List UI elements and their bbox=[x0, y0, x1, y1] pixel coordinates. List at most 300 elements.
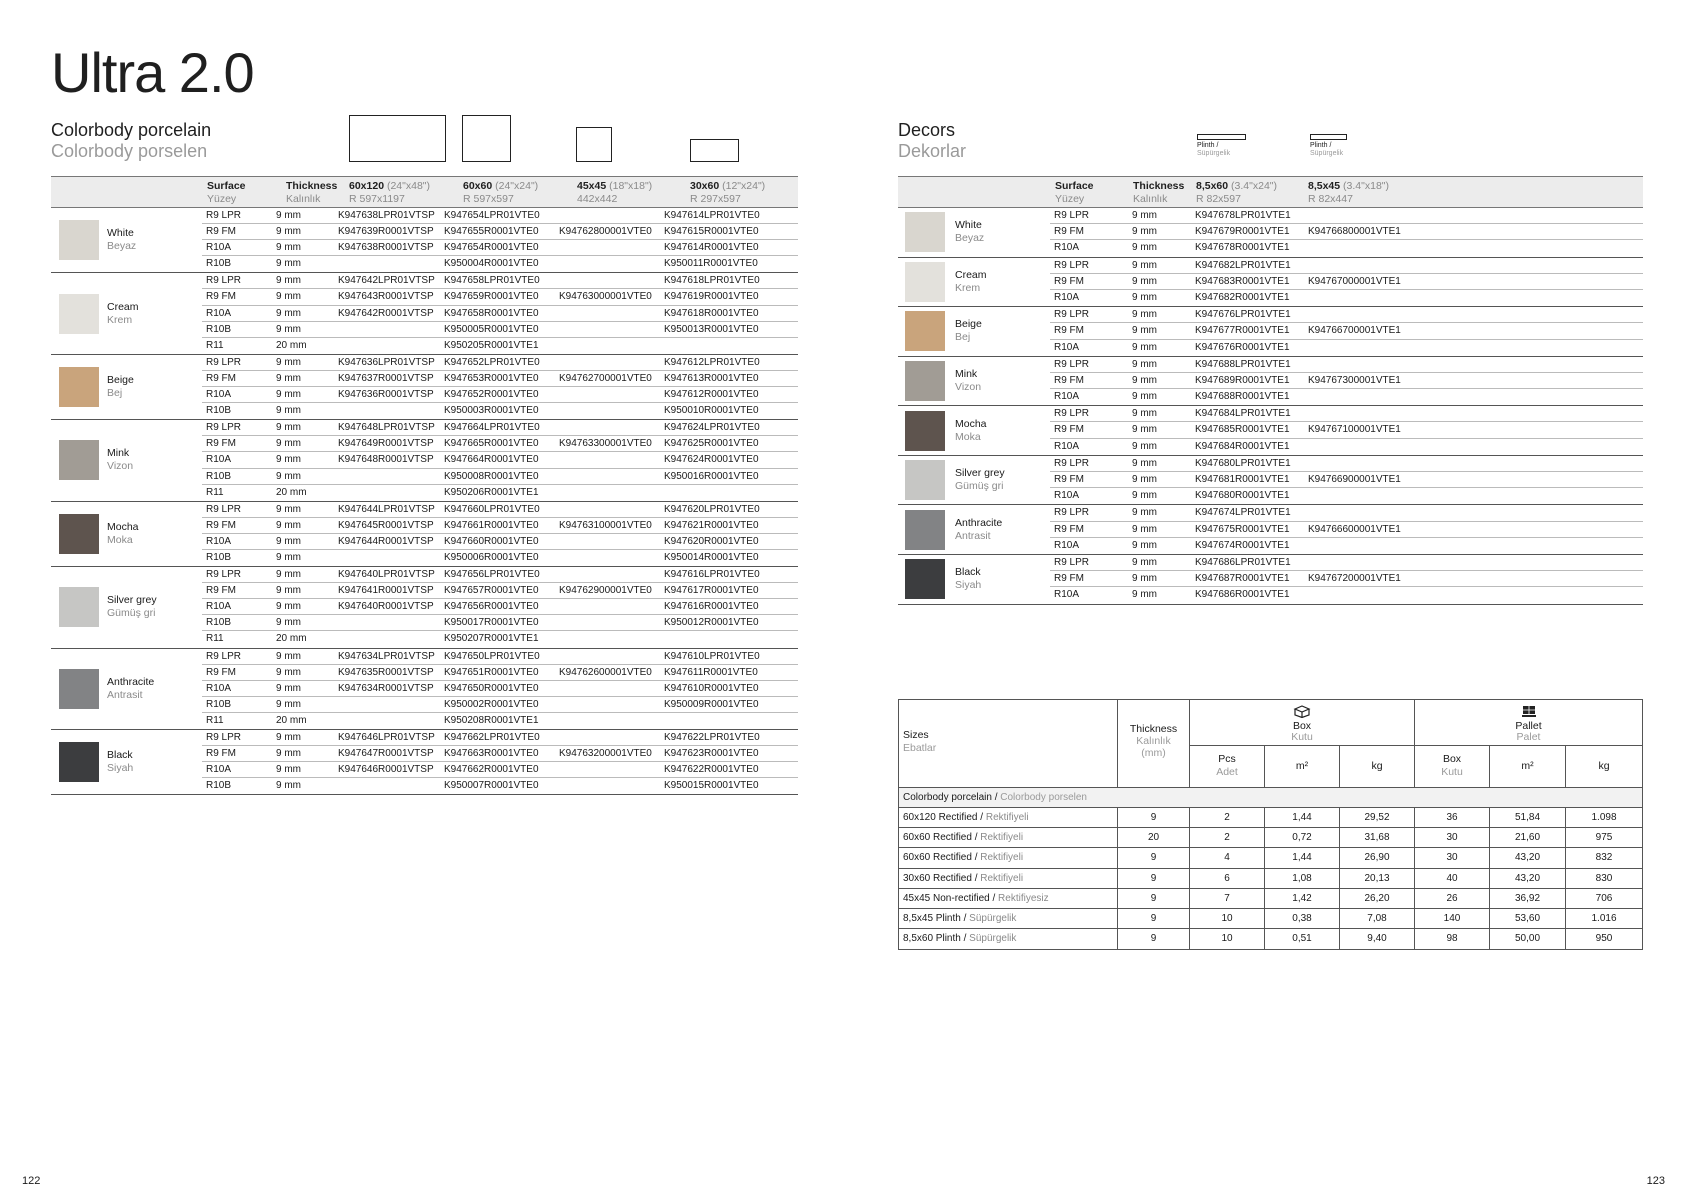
table-cell: K947682R0001VTE1 bbox=[1195, 291, 1290, 303]
table-cell: 20 mm bbox=[276, 486, 307, 498]
table-row bbox=[202, 778, 798, 794]
table-cell: K950017R0001VTE0 bbox=[444, 617, 539, 629]
decor-color-group bbox=[898, 406, 1643, 456]
color-cell bbox=[51, 730, 202, 794]
table-cell: K947652LPR01VTE0 bbox=[444, 356, 540, 368]
table-cell bbox=[555, 599, 660, 614]
table-cell: K947686LPR01VTE1 bbox=[1195, 556, 1291, 568]
table-row bbox=[202, 550, 798, 566]
table-cell: 9 mm bbox=[276, 470, 301, 482]
table-cell: K947678R0001VTE1 bbox=[1195, 242, 1290, 254]
table-cell bbox=[334, 550, 440, 566]
table-cell bbox=[1304, 290, 1504, 306]
color-name: Mocha Moka bbox=[107, 520, 139, 546]
decor-color-group bbox=[898, 258, 1643, 308]
table-cell bbox=[1304, 389, 1504, 405]
table-cell bbox=[555, 550, 660, 566]
table-cell: K947656R0001VTE0 bbox=[444, 601, 539, 613]
table-cell: K94766900001VTE1 bbox=[1308, 474, 1401, 485]
table-row bbox=[1050, 488, 1643, 504]
box-kg-header: kg bbox=[1340, 746, 1415, 787]
color-cell bbox=[898, 258, 1050, 307]
table-cell: R9 LPR bbox=[206, 356, 242, 368]
table-cell: K950015R0001VTE0 bbox=[664, 780, 759, 792]
color-group bbox=[51, 420, 798, 501]
table-row bbox=[202, 436, 798, 452]
table-cell: 9 mm bbox=[1132, 573, 1157, 585]
rows bbox=[1050, 208, 1643, 257]
table-cell bbox=[334, 338, 440, 354]
table-cell: K947687R0001VTE1 bbox=[1195, 573, 1290, 585]
right-section-heading bbox=[898, 120, 966, 162]
table-row bbox=[202, 273, 798, 289]
table-row bbox=[202, 306, 798, 322]
value-cell: 1.016 bbox=[1591, 912, 1617, 924]
table-cell: K947612R0001VTE0 bbox=[664, 389, 759, 401]
table-row bbox=[202, 224, 798, 240]
table-cell bbox=[555, 469, 660, 484]
table-row bbox=[1050, 357, 1643, 373]
table-row bbox=[202, 730, 798, 746]
pcs-header: Pcs Adet bbox=[1190, 746, 1265, 787]
value-cell: 36,92 bbox=[1490, 889, 1566, 908]
value-cell: 21,60 bbox=[1490, 828, 1566, 847]
rows bbox=[1050, 258, 1643, 307]
rows bbox=[202, 273, 798, 353]
table-cell: K950006R0001VTE0 bbox=[444, 551, 539, 563]
table-cell: 9 mm bbox=[1132, 474, 1157, 485]
table-cell: K947654R0001VTE0 bbox=[444, 242, 539, 254]
colorbody-table bbox=[51, 176, 798, 795]
table-cell: K947637R0001VTSP bbox=[338, 372, 434, 384]
table-row bbox=[202, 615, 798, 631]
table-cell: K947660LPR01VTE0 bbox=[444, 503, 540, 515]
table-cell: K947686R0001VTE1 bbox=[1195, 589, 1290, 601]
table-cell: R9 LPR bbox=[206, 210, 242, 221]
rows bbox=[1050, 505, 1643, 554]
table-cell: 9 mm bbox=[276, 601, 301, 613]
value-cell: 950 bbox=[1595, 933, 1613, 945]
color-swatch bbox=[59, 367, 99, 407]
rows bbox=[1050, 456, 1643, 505]
table-cell: 9 mm bbox=[276, 323, 301, 335]
table-cell: R10B bbox=[206, 617, 232, 629]
table-cell: R10A bbox=[206, 535, 232, 547]
packaging-row bbox=[899, 889, 1642, 909]
table-cell: K950010R0001VTE0 bbox=[664, 405, 759, 417]
table-cell: K947680R0001VTE1 bbox=[1195, 490, 1290, 502]
rows bbox=[202, 355, 798, 419]
value-cell: 10 bbox=[1190, 909, 1265, 928]
table-cell: K947677R0001VTE1 bbox=[1195, 325, 1290, 337]
table-row bbox=[202, 403, 798, 419]
table-cell bbox=[555, 403, 660, 419]
table-row bbox=[1050, 274, 1643, 290]
table-cell: K947678LPR01VTE1 bbox=[1195, 210, 1291, 221]
table-cell: R9 LPR bbox=[1054, 556, 1090, 568]
table-cell: K947680LPR01VTE1 bbox=[1195, 457, 1291, 469]
table-cell: K950009R0001VTE0 bbox=[664, 698, 759, 710]
table-row bbox=[1050, 290, 1643, 306]
table-cell: K950013R0001VTE0 bbox=[664, 323, 759, 335]
thickness-header: Thickness Kalınlık (mm) bbox=[1118, 700, 1190, 787]
table-cell bbox=[334, 322, 440, 337]
value-cell: 0,38 bbox=[1265, 909, 1340, 928]
table-cell: K947664LPR01VTE0 bbox=[444, 422, 540, 434]
value-cell: 9 bbox=[1118, 909, 1190, 928]
table-cell: 9 mm bbox=[276, 389, 301, 401]
table-cell: K947685R0001VTE1 bbox=[1195, 424, 1290, 436]
table-row bbox=[202, 387, 798, 403]
table-cell: K947675R0001VTE1 bbox=[1195, 523, 1290, 535]
table-cell: K94763000001VTE0 bbox=[559, 291, 652, 303]
table-cell: R10A bbox=[1054, 291, 1080, 303]
table-cell: 9 mm bbox=[276, 535, 301, 547]
table-row bbox=[1050, 522, 1643, 538]
table-cell bbox=[334, 615, 440, 630]
table-row bbox=[1050, 555, 1643, 571]
table-cell: 20 mm bbox=[276, 339, 307, 351]
packaging-table bbox=[898, 699, 1643, 950]
table-cell: K947624LPR01VTE0 bbox=[664, 422, 760, 434]
size-cell: 60x120 Rectified / Rektifiyeli bbox=[899, 808, 1118, 827]
table-cell: K950206R0001VTE1 bbox=[444, 486, 539, 498]
table-cell: R9 FM bbox=[206, 585, 236, 597]
table-cell: K947634LPR01VTSP bbox=[338, 650, 435, 662]
table-cell: R9 FM bbox=[1054, 226, 1084, 238]
sizes-header: Sizes Ebatlar bbox=[899, 700, 1118, 787]
table-cell bbox=[555, 681, 660, 696]
rows bbox=[1050, 307, 1643, 356]
rows bbox=[1050, 357, 1643, 406]
table-cell: R10B bbox=[206, 470, 232, 482]
table-cell: K94763200001VTE0 bbox=[559, 748, 652, 760]
decors-table bbox=[898, 176, 1643, 605]
table-row bbox=[1050, 240, 1643, 256]
color-group bbox=[51, 273, 798, 354]
pallet-header: Pallet Palet bbox=[1415, 700, 1642, 746]
value-cell: 7 bbox=[1190, 889, 1265, 908]
table-cell: K947611R0001VTE0 bbox=[664, 666, 758, 678]
table-row bbox=[202, 713, 798, 729]
value-cell: 706 bbox=[1595, 892, 1613, 904]
value-cell: 53,60 bbox=[1490, 909, 1566, 928]
table-cell: K950004R0001VTE0 bbox=[444, 258, 539, 270]
table-cell: K947644LPR01VTSP bbox=[338, 503, 435, 515]
table-cell: R10A bbox=[206, 601, 232, 613]
table-cell: R10A bbox=[1054, 341, 1080, 353]
table-cell: K94763100001VTE0 bbox=[559, 519, 652, 531]
color-cell bbox=[898, 505, 1050, 554]
table-row bbox=[1050, 307, 1643, 323]
page-number-left: 122 bbox=[22, 1175, 41, 1187]
table-cell bbox=[660, 713, 764, 729]
color-cell bbox=[51, 208, 202, 272]
table-cell: R9 FM bbox=[206, 291, 236, 303]
table-cell: R9 LPR bbox=[1054, 408, 1090, 420]
value-cell: 36 bbox=[1415, 808, 1490, 827]
plinth-60-indicator bbox=[1197, 134, 1246, 158]
table-cell bbox=[334, 778, 440, 794]
table-cell bbox=[1304, 208, 1504, 223]
value-cell: 29,52 bbox=[1340, 808, 1415, 827]
table-cell: K94767300001VTE1 bbox=[1308, 374, 1401, 386]
size-cell: 30x60 Rectified / Rektifiyeli bbox=[899, 869, 1118, 888]
rows bbox=[202, 208, 798, 272]
color-swatch bbox=[59, 220, 99, 260]
table-cell: R9 LPR bbox=[206, 650, 242, 662]
color-swatch bbox=[59, 294, 99, 334]
table-cell: K947646R0001VTSP bbox=[338, 764, 434, 776]
tile-60x60-shape-icon bbox=[462, 115, 511, 162]
color-cell bbox=[51, 502, 202, 566]
table-cell: R9 LPR bbox=[1054, 457, 1090, 469]
table-cell: K947617R0001VTE0 bbox=[664, 585, 759, 597]
value-cell: 26 bbox=[1415, 889, 1490, 908]
value-cell: 2 bbox=[1190, 828, 1265, 847]
table-cell bbox=[555, 730, 660, 745]
color-swatch bbox=[59, 514, 99, 554]
table-cell: 9 mm bbox=[1132, 374, 1157, 386]
table-cell: K947640LPR01VTSP bbox=[338, 569, 435, 581]
table-cell: K94766700001VTE1 bbox=[1308, 325, 1401, 337]
table-cell: R10A bbox=[1054, 589, 1080, 601]
value-cell: 2 bbox=[1190, 808, 1265, 827]
color-group bbox=[51, 502, 798, 567]
table-cell: 9 mm bbox=[1132, 539, 1157, 551]
color-name: White Beyaz bbox=[107, 227, 137, 253]
table-cell bbox=[334, 485, 440, 501]
value-cell: 830 bbox=[1595, 872, 1613, 884]
table-cell: 9 mm bbox=[1132, 424, 1157, 436]
table-row bbox=[1050, 456, 1643, 472]
table-row bbox=[202, 256, 798, 272]
table-row bbox=[1050, 538, 1643, 554]
table-cell bbox=[1304, 456, 1504, 471]
packaging-row bbox=[899, 828, 1642, 848]
table-cell: 9 mm bbox=[276, 275, 301, 287]
table-cell: R9 LPR bbox=[1054, 507, 1090, 519]
value-cell: 43,20 bbox=[1490, 848, 1566, 867]
table-cell bbox=[660, 338, 764, 354]
plinth-45-label-tr: Süpürgelik bbox=[1310, 150, 1344, 157]
size-cell: 45x45 Non-rectified / Rektifiyesiz bbox=[899, 889, 1118, 908]
page-title: Ultra 2.0 bbox=[51, 41, 254, 104]
rows bbox=[202, 502, 798, 566]
table-cell bbox=[660, 485, 764, 501]
table-cell: K947645R0001VTSP bbox=[338, 519, 434, 531]
table-cell: K947652R0001VTE0 bbox=[444, 389, 539, 401]
rows bbox=[202, 649, 798, 729]
value-cell: 26,20 bbox=[1340, 889, 1415, 908]
table-cell: R10A bbox=[1054, 539, 1080, 551]
table-cell bbox=[1304, 488, 1504, 504]
color-swatch bbox=[59, 440, 99, 480]
table-cell: 9 mm bbox=[1132, 242, 1157, 254]
table-row bbox=[1050, 208, 1643, 224]
table-row bbox=[202, 485, 798, 501]
table-cell: R10B bbox=[206, 258, 232, 270]
table-row bbox=[1050, 258, 1643, 274]
table-cell: 9 mm bbox=[1132, 440, 1157, 452]
color-cell bbox=[898, 307, 1050, 356]
table-row bbox=[1050, 323, 1643, 339]
table-cell: K947636R0001VTSP bbox=[338, 389, 434, 401]
box-m2-header: m² bbox=[1265, 746, 1340, 787]
packaging-table-header bbox=[899, 700, 1642, 788]
color-swatch bbox=[905, 262, 945, 302]
table-row bbox=[202, 567, 798, 583]
table-cell bbox=[555, 631, 660, 647]
table-cell: R9 LPR bbox=[206, 422, 242, 434]
table-cell bbox=[555, 502, 660, 517]
table-row bbox=[202, 583, 798, 599]
value-cell: 31,68 bbox=[1340, 828, 1415, 847]
color-swatch bbox=[905, 559, 945, 599]
table-cell: K947683R0001VTE1 bbox=[1195, 275, 1290, 287]
value-cell: 1,44 bbox=[1265, 808, 1340, 827]
value-cell: 51,84 bbox=[1490, 808, 1566, 827]
color-name: Cream Krem bbox=[107, 300, 139, 326]
table-cell: K950011R0001VTE0 bbox=[664, 258, 758, 270]
decors-table-header: Surface Yüzey Thickness Kalınlık 8,5x60 (3.4"x24") R 82x597 8,5x45 (3.4"x18") R 82x447 bbox=[898, 176, 1643, 208]
color-group bbox=[51, 649, 798, 730]
colorbody-table-body bbox=[51, 208, 798, 795]
table-row bbox=[1050, 422, 1643, 438]
plinth-60-shape-icon bbox=[1197, 134, 1246, 140]
table-cell: K947656LPR01VTE0 bbox=[444, 569, 540, 581]
table-cell: K947640R0001VTSP bbox=[338, 601, 434, 613]
table-cell: R10A bbox=[206, 307, 232, 319]
table-row bbox=[202, 289, 798, 305]
table-cell: K950014R0001VTE0 bbox=[664, 551, 759, 563]
decor-color-group bbox=[898, 456, 1643, 506]
value-cell: 9 bbox=[1118, 929, 1190, 949]
table-cell bbox=[1304, 439, 1504, 455]
table-cell: R9 FM bbox=[206, 666, 236, 678]
table-cell: R9 FM bbox=[1054, 374, 1084, 386]
packaging-section-row: Colorbody porcelain / Colorbody porselen bbox=[899, 788, 1642, 808]
table-cell bbox=[555, 355, 660, 370]
table-cell: R10A bbox=[206, 454, 232, 466]
table-cell: K947662R0001VTE0 bbox=[444, 764, 539, 776]
table-cell: 9 mm bbox=[276, 258, 301, 270]
table-cell: K947688LPR01VTE1 bbox=[1195, 358, 1291, 370]
table-row bbox=[1050, 389, 1643, 405]
value-cell: 50,00 bbox=[1490, 929, 1566, 949]
table-cell: K947643R0001VTSP bbox=[338, 291, 434, 303]
packaging-row bbox=[899, 869, 1642, 889]
table-cell: K947658LPR01VTE0 bbox=[444, 275, 540, 287]
table-row bbox=[202, 681, 798, 697]
table-cell bbox=[1304, 340, 1504, 356]
size-cell: 60x60 Rectified / Rektifiyeli bbox=[899, 828, 1118, 847]
plinth-60-label: Plinth / bbox=[1197, 142, 1219, 149]
table-cell bbox=[555, 338, 660, 354]
table-cell: K947614R0001VTE0 bbox=[664, 242, 759, 254]
table-cell: R9 LPR bbox=[1054, 210, 1090, 221]
decors-subtitle: Dekorlar bbox=[898, 141, 967, 161]
size-cell: 8,5x60 Plinth / Süpürgelik bbox=[899, 929, 1118, 949]
color-swatch bbox=[905, 460, 945, 500]
table-cell: 9 mm bbox=[1132, 226, 1157, 238]
table-cell: K94766600001VTE1 bbox=[1308, 523, 1401, 535]
table-cell: 9 mm bbox=[1132, 589, 1157, 601]
table-cell: K947625R0001VTE0 bbox=[664, 438, 759, 450]
value-cell: 140 bbox=[1415, 909, 1490, 928]
table-cell: K947651R0001VTE0 bbox=[444, 666, 539, 678]
color-swatch bbox=[59, 669, 99, 709]
table-cell: K947618R0001VTE0 bbox=[664, 307, 759, 319]
table-cell: K947620LPR01VTE0 bbox=[664, 503, 760, 515]
table-cell: 9 mm bbox=[1132, 325, 1157, 337]
value-cell: 4 bbox=[1190, 848, 1265, 867]
table-cell: K947658R0001VTE0 bbox=[444, 307, 539, 319]
table-cell bbox=[1304, 357, 1504, 372]
color-name: Beige Bej bbox=[107, 374, 134, 400]
table-cell: K947664R0001VTE0 bbox=[444, 454, 539, 466]
table-cell: 9 mm bbox=[1132, 556, 1157, 568]
table-cell: K94766800001VTE1 bbox=[1308, 226, 1401, 238]
table-cell: K947688R0001VTE1 bbox=[1195, 391, 1290, 403]
table-cell: R11 bbox=[206, 714, 224, 726]
page-number-right: 123 bbox=[1646, 1175, 1665, 1187]
table-cell bbox=[1304, 258, 1504, 273]
value-cell: 30 bbox=[1415, 848, 1490, 867]
color-group bbox=[51, 355, 798, 420]
color-swatch bbox=[905, 311, 945, 351]
table-cell: K94767200001VTE1 bbox=[1308, 573, 1401, 585]
table-cell: R9 FM bbox=[1054, 325, 1084, 337]
color-group bbox=[51, 730, 798, 795]
table-row bbox=[202, 762, 798, 778]
color-cell bbox=[51, 355, 202, 419]
rows bbox=[202, 420, 798, 500]
color-cell bbox=[898, 208, 1050, 257]
table-cell: K950012R0001VTE0 bbox=[664, 617, 759, 629]
tile-45x45-shape-icon bbox=[576, 127, 612, 162]
table-cell: K947657R0001VTE0 bbox=[444, 585, 539, 597]
table-cell: R10A bbox=[1054, 391, 1080, 403]
table-cell: 9 mm bbox=[1132, 275, 1157, 287]
table-cell: 9 mm bbox=[276, 503, 301, 515]
table-cell bbox=[555, 713, 660, 729]
pallet-m2-header: m² bbox=[1490, 746, 1566, 787]
table-cell: K947650R0001VTE0 bbox=[444, 682, 539, 694]
table-cell: 9 mm bbox=[276, 454, 301, 466]
table-cell: K947648R0001VTSP bbox=[338, 454, 434, 466]
table-cell: K947638R0001VTSP bbox=[338, 242, 434, 254]
table-cell: K947622LPR01VTE0 bbox=[664, 732, 760, 743]
color-swatch bbox=[905, 361, 945, 401]
decor-color-group bbox=[898, 505, 1643, 555]
table-row bbox=[1050, 406, 1643, 422]
box-icon bbox=[1293, 705, 1311, 718]
table-cell: K947616R0001VTE0 bbox=[664, 601, 759, 613]
table-cell: K947660R0001VTE0 bbox=[444, 535, 539, 547]
table-cell: K947613R0001VTE0 bbox=[664, 372, 759, 384]
table-cell: K947655R0001VTE0 bbox=[444, 226, 539, 238]
table-cell: K947674R0001VTE1 bbox=[1195, 539, 1290, 551]
color-name: Cream Krem bbox=[955, 268, 987, 294]
table-row bbox=[1050, 505, 1643, 521]
table-cell: 20 mm bbox=[276, 714, 307, 726]
table-cell: K947612LPR01VTE0 bbox=[664, 356, 760, 368]
table-cell: K947647R0001VTSP bbox=[338, 748, 434, 760]
table-cell: R9 FM bbox=[1054, 523, 1084, 535]
table-cell: 9 mm bbox=[1132, 523, 1157, 535]
table-row bbox=[202, 534, 798, 550]
